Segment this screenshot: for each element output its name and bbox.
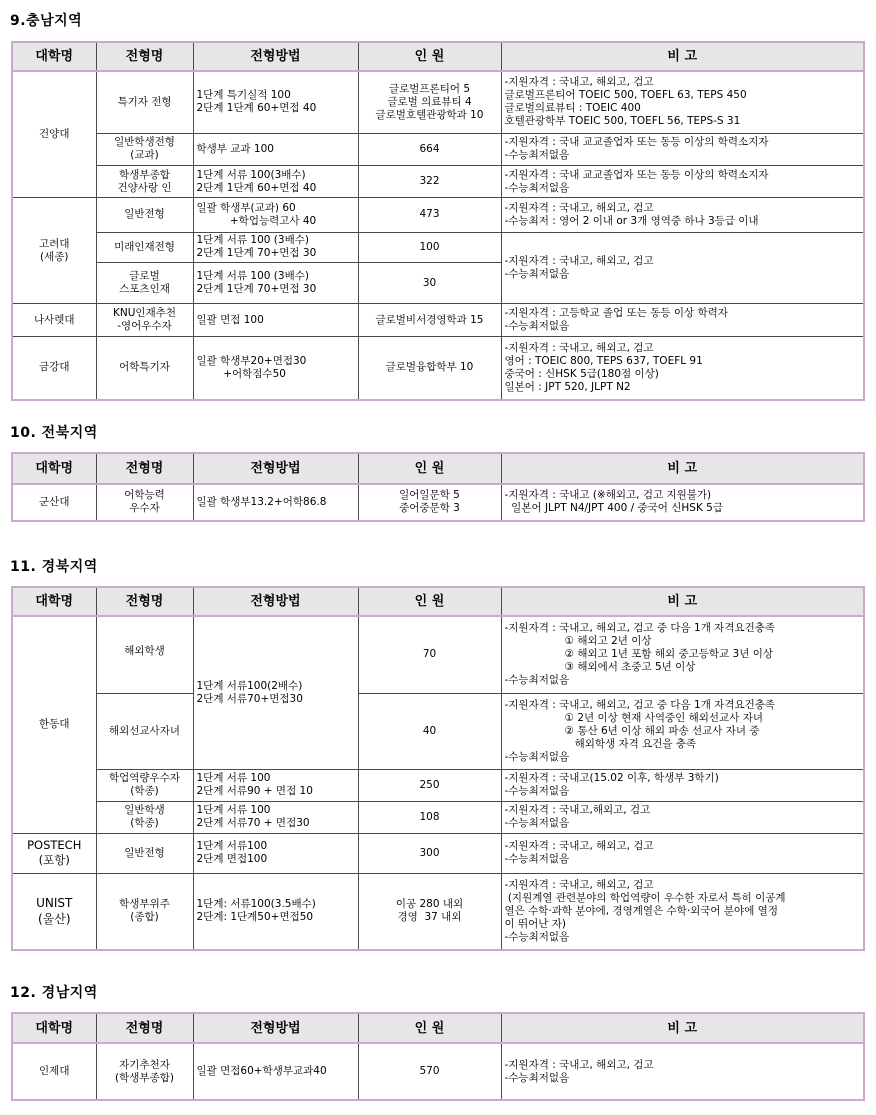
note-cell: -지원자격 : 국내고, 해외고, 검고 중 다음 1개 자격요건충족 ① 해외고 2년 이상 ② 해외고 1년 포함 해외 중고등학교 3년 이상 ③ 해외에서 초중고 5년 이상 -수능최저없음 (501, 616, 864, 693)
table-jeonbuk (11, 452, 865, 522)
quota-cell: 일어일문학 5 중어중문학 3 (358, 484, 501, 521)
quota-cell: 300 (358, 833, 501, 873)
type-cell: 학업역량우수자 (학종) (96, 769, 193, 801)
method-cell: 일괄 면접 100 (193, 304, 358, 336)
univ-korea-sejong: 고려대 (세종) (12, 198, 96, 304)
univ-nazarene: 나사렛대 (12, 304, 96, 336)
note-cell: -지원자격 : 국내 교교졸업자 또는 동등 이상의 학력소지자 -수능최저없음 (501, 165, 864, 197)
method-cell: 1단계 서류 100 2단계 서류90 + 면접 10 (193, 769, 358, 801)
type-cell: 해외학생 (96, 616, 193, 693)
method-cell: 1단계 서류 100 (3배수) 2단계 1단계 70+면접 30 (193, 232, 358, 262)
method-cell: 1단계 특기실적 100 2단계 1단계 60+면접 40 (193, 71, 358, 133)
type-cell: 일반학생전형 (교과) (96, 133, 193, 165)
type-cell: KNU인재추천 -영어우수자 (96, 304, 193, 336)
type-cell: 어학능력 우수자 (96, 484, 193, 521)
method-cell: 1단계 서류 100 2단계 서류70 + 면접30 (193, 801, 358, 833)
univ-kunsan: 군산대 (12, 484, 96, 521)
note-cell: -지원자격 : 국내고(15.02 이후, 학생부 3학기) -수능최저없음 (501, 769, 864, 801)
note-cell: -지원자격 : 국내고, 해외고, 검고 (지원계열 관련분야의 학업역량이 우수한 자로서 특히 이공계 열은 수학·과학 분야에, 경영계열은 수학·외국어 분야에 열정 이 뛰어난 자) -수능최저없음 (501, 873, 864, 950)
note-cell: -지원자격 : 국내고, 해외고, 검고 -수능최저없음 (501, 833, 864, 873)
note-cell: -지원자격 : 국내고, 해외고, 검고 글로벌프론티어 TOEIC 500, TOEFL 63, TEPS 450 글로벌의료뷰티 : TOEIC 400 호텔관광학부 TOEIC 500, TOEFL 56, TEPS-S 31 (501, 71, 864, 133)
header-method: 전형방법 (193, 453, 358, 484)
header-quota: 인 원 (358, 42, 501, 71)
quota-cell: 250 (358, 769, 501, 801)
note-cell: -지원자격 : 국내고 (※해외고, 검고 지원불가) 일본어 JLPT N4/JPT 400 / 중국어 신HSK 5급 (501, 484, 864, 521)
type-cell: 어학특기자 (96, 336, 193, 400)
method-cell: 일괄 면접60+학생부교과40 (193, 1043, 358, 1100)
header-method: 전형방법 (193, 587, 358, 616)
header-type: 전형명 (96, 42, 193, 71)
quota-cell: 664 (358, 133, 501, 165)
method-cell: 일괄 학생부20+면접30 +어학점수50 (193, 336, 358, 400)
header-univ: 대학명 (12, 453, 96, 484)
note-cell: -지원자격 : 국내고, 해외고, 검고 중 다음 1개 자격요건충족 ① 2년 이상 현재 사역중인 해외선교사 자녀 ② 통산 6년 이상 해외 파송 선교사 자녀 중 해외학생 자격 요건을 충족 -수능최저없음 (501, 693, 864, 769)
type-cell: 일반학생 (학종) (96, 801, 193, 833)
quota-cell: 이공 280 내외 경영 37 내외 (358, 873, 501, 950)
header-quota: 인 원 (358, 1013, 501, 1043)
univ-inje: 인제대 (12, 1043, 96, 1100)
method-cell: 1단계: 서류100(3.5배수) 2단계: 1단계50+면접50 (193, 873, 358, 950)
header-type: 전형명 (96, 453, 193, 484)
header-note: 비 고 (501, 587, 864, 616)
type-cell: 학생부종합 건양사랑 인 (96, 165, 193, 197)
quota-cell: 70 (358, 616, 501, 693)
method-cell: 1단계 서류 100 (3배수) 2단계 1단계 70+면접 30 (193, 262, 358, 303)
note-cell: -지원자격 : 국내고, 해외고, 검고 영어 : TOEIC 800, TEPS 637, TOEFL 91 중국어 : 신HSK 5급(180점 이상) 일본어 : JPT 520, JLPT N2 (501, 336, 864, 400)
header-note: 비 고 (501, 453, 864, 484)
header-note: 비 고 (501, 42, 864, 71)
type-cell: 학생부위주 (종합) (96, 873, 193, 950)
note-cell: -지원자격 : 고등학교 졸업 또는 동등 이상 학력자 -수능최저없음 (501, 304, 864, 336)
table-chungnam (11, 41, 865, 401)
header-quota: 인 원 (358, 453, 501, 484)
header-univ: 대학명 (12, 1013, 96, 1043)
header-method: 전형방법 (193, 42, 358, 71)
method-cell: 1단계 서류100(2배수) 2단계 서류70+면접30 (193, 616, 358, 769)
quota-cell: 322 (358, 165, 501, 197)
section-title-jeonbuk: 10. 전북지역 (10, 425, 98, 441)
quota-cell: 40 (358, 693, 501, 769)
univ-konyang: 건양대 (12, 71, 96, 197)
header-type: 전형명 (96, 1013, 193, 1043)
table-gyeongnam (11, 1012, 865, 1101)
method-cell: 1단계 서류100 2단계 면접100 (193, 833, 358, 873)
type-cell: 글로벌 스포츠인재 (96, 262, 193, 303)
section-title-gyeongbuk: 11. 경북지역 (10, 559, 98, 575)
table-gyeongbuk (11, 586, 865, 951)
type-cell: 일반전형 (96, 833, 193, 873)
univ-kumkang: 금강대 (12, 336, 96, 400)
header-method: 전형방법 (193, 1013, 358, 1043)
univ-handong: 한동대 (12, 616, 96, 833)
header-note: 비 고 (501, 1013, 864, 1043)
method-cell: 일괄 학생부13.2+어학86.8 (193, 484, 358, 521)
note-cell: -지원자격 : 국내고, 해외고, 검고 -수능최저없음 (501, 232, 864, 304)
note-cell: -지원자격 : 국내고, 해외고, 검고 -수능최저 : 영어 2 이내 or 3개 영역중 하나 3등급 이내 (501, 198, 864, 232)
note-cell: -지원자격 : 국내 교교졸업자 또는 동등 이상의 학력소지자 -수능최저없음 (501, 133, 864, 165)
univ-postech: POSTECH (포항) (12, 833, 96, 873)
quota-cell: 473 (358, 198, 501, 232)
header-quota: 인 원 (358, 587, 501, 616)
type-cell: 특기자 전형 (96, 71, 193, 133)
method-cell: 학생부 교과 100 (193, 133, 358, 165)
note-cell: -지원자격 : 국내고,해외고, 검고 -수능최저없음 (501, 801, 864, 833)
type-cell: 자기추천자 (학생부종합) (96, 1043, 193, 1100)
method-cell: 일괄 학생부(교과) 60 +학업능력고사 40 (193, 198, 358, 232)
quota-cell: 글로벌융합학부 10 (358, 336, 501, 400)
note-cell: -지원자격 : 국내고, 해외고, 검고 -수능최저없음 (501, 1043, 864, 1100)
type-cell: 일반전형 (96, 198, 193, 232)
univ-unist: UNIST (울산) (12, 873, 96, 950)
method-cell: 1단계 서류 100(3배수) 2단계 1단계 60+면접 40 (193, 165, 358, 197)
quota-cell: 글로벌프론티어 5 글로벌 의료뷰티 4 글로벌호텔관광학과 10 (358, 71, 501, 133)
quota-cell: 100 (358, 232, 501, 262)
quota-cell: 108 (358, 801, 501, 833)
section-title-chungnam: 9.충남지역 (10, 13, 83, 29)
quota-cell: 글로벌비서경영학과 15 (358, 304, 501, 336)
quota-cell: 30 (358, 262, 501, 303)
section-title-gyeongnam: 12. 경남지역 (10, 985, 98, 1001)
header-univ: 대학명 (12, 587, 96, 616)
quota-cell: 570 (358, 1043, 501, 1100)
header-type: 전형명 (96, 587, 193, 616)
type-cell: 해외선교사자녀 (96, 693, 193, 769)
type-cell: 미래인재전형 (96, 232, 193, 262)
header-univ: 대학명 (12, 42, 96, 71)
